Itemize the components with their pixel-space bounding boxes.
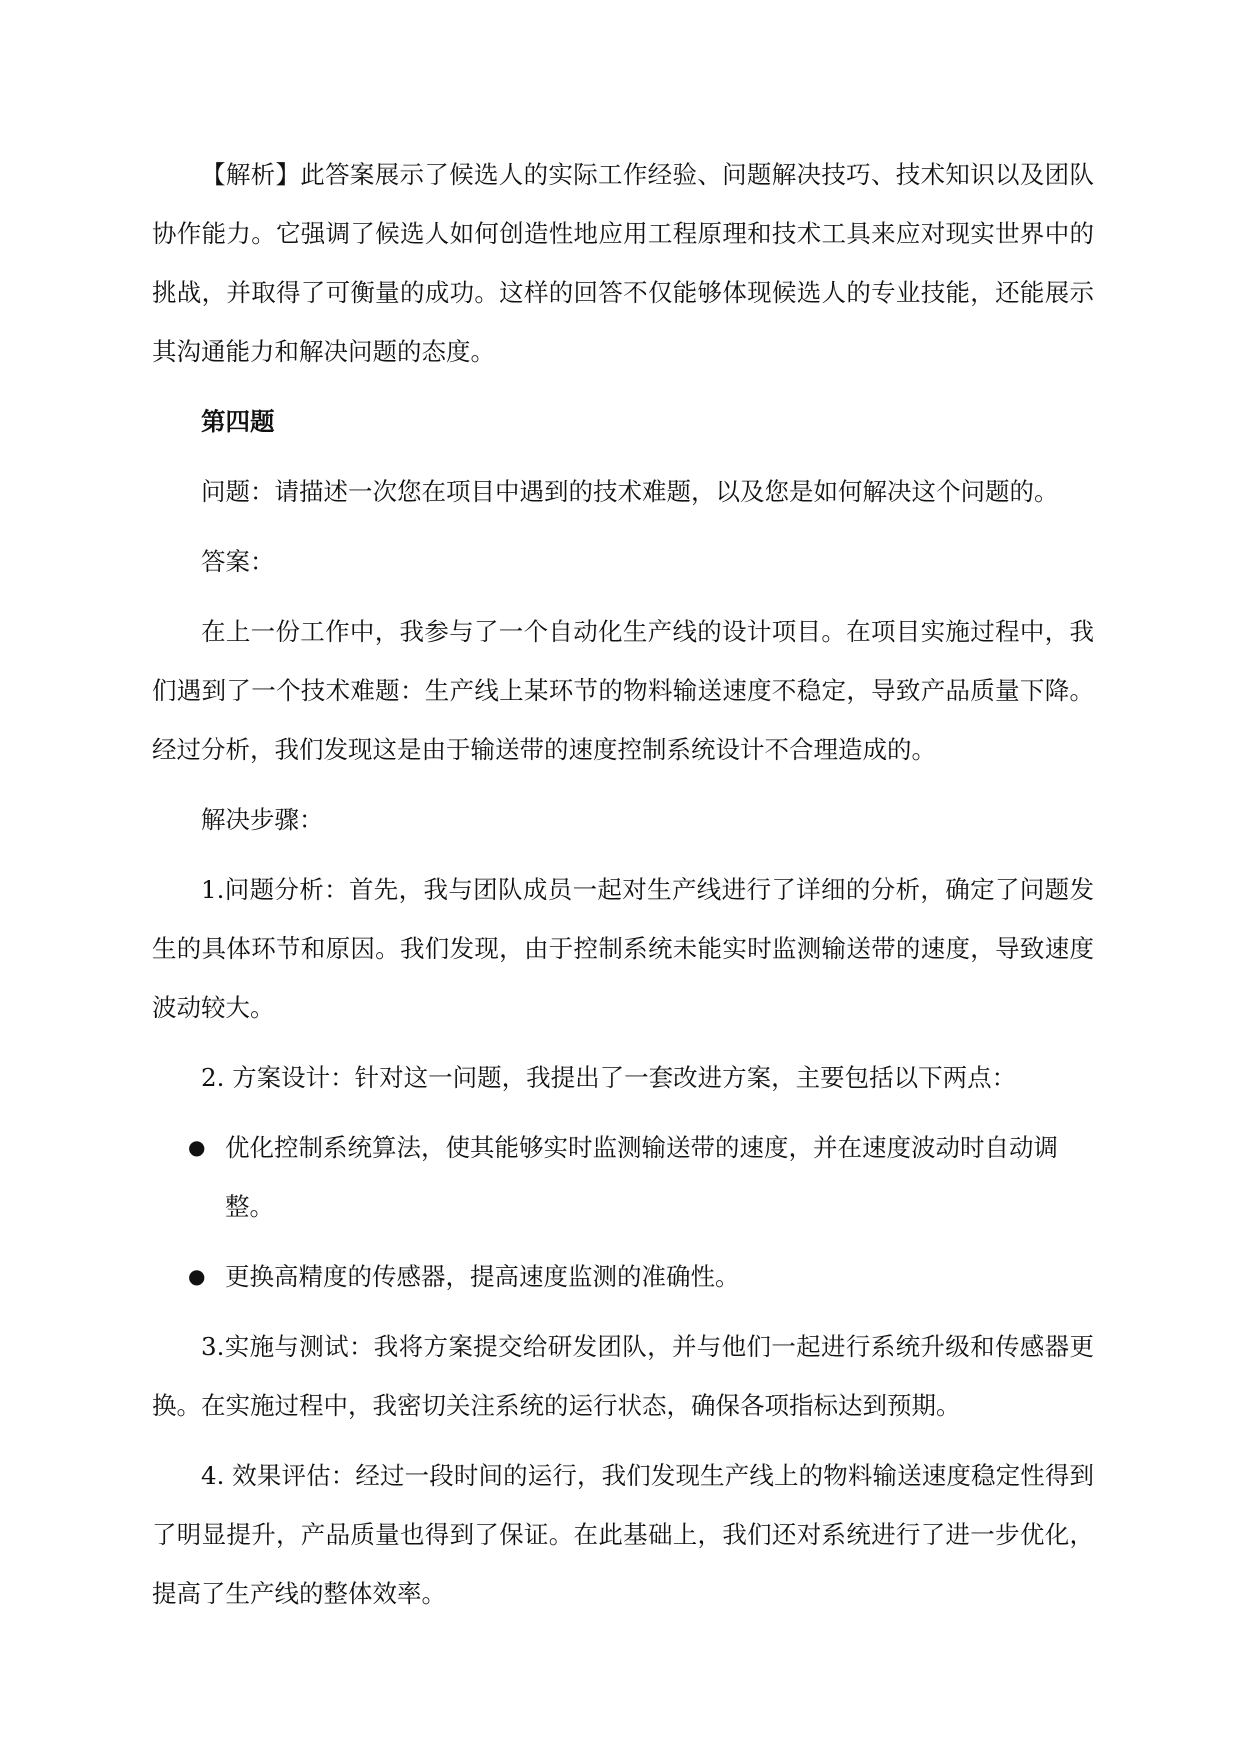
- step-4-paragraph: 4. 效果评估：经过一段时间的运行，我们发现生产线上的物料输送速度稳定性得到了明显提升，产品质量也得到了保证。在此基础上，我们还对系统进行了进一步优化，提高了生产线的整体效率。: [152, 1461, 1094, 1608]
- document-body: [152, 145, 1094, 1634]
- step-2-paragraph: 2. 方案设计：针对这一问题，我提出了一套改进方案，主要包括以下两点：: [201, 1063, 1017, 1092]
- question-paragraph: 问题：请描述一次您在项目中遇到的技术难题，以及您是如何解决这个问题的。: [201, 477, 1059, 506]
- section-heading: 第四题: [201, 407, 275, 436]
- step-1-paragraph: 1.问题分析：首先，我与团队成员一起对生产线进行了详细的分析，确定了问题发生的具体环节和原因。我们发现，由于控制系统未能实时监测输送带的速度，导致速度波动较大。: [152, 875, 1094, 1022]
- bullet-item: [152, 1247, 1094, 1306]
- steps-label: 解决步骤：: [201, 805, 324, 834]
- bullet-dot-icon: ●: [188, 1264, 206, 1288]
- bullet-dot-icon: ●: [188, 1135, 206, 1159]
- step-3-paragraph: 3.实施与测试：我将方案提交给研发团队，并与他们一起进行系统升级和传感器更换。在实施过程中，我密切关注系统的运行状态，确保各项指标达到预期。: [152, 1332, 1094, 1420]
- bullet-item: [152, 1118, 1094, 1236]
- bullet-text: 优化控制系统算法，使其能够实时监测输送带的速度，并在速度波动时自动调整。: [225, 1133, 1058, 1221]
- answer-intro-paragraph: 在上一份工作中，我参与了一个自动化生产线的设计项目。在项目实施过程中，我们遇到了一个技术难题：生产线上某环节的物料输送速度不稳定，导致产品质量下降。经过分析，我们发现这是由于输送带的速度控制系统设计不合理造成的。: [152, 617, 1094, 764]
- solution-bullet-list: [152, 1118, 1094, 1306]
- analysis-paragraph: 【解析】此答案展示了候选人的实际工作经验、问题解决技巧、技术知识以及团队协作能力。它强调了候选人如何创造性地应用工程原理和技术工具来应对现实世界中的挑战，并取得了可衡量的成功。这样的回答不仅能够体现候选人的专业技能，还能展示其沟通能力和解决问题的态度。: [152, 160, 1094, 366]
- bullet-text: 更换高精度的传感器，提高速度监测的准确性。: [225, 1262, 740, 1291]
- answer-label: 答案：: [201, 547, 275, 576]
